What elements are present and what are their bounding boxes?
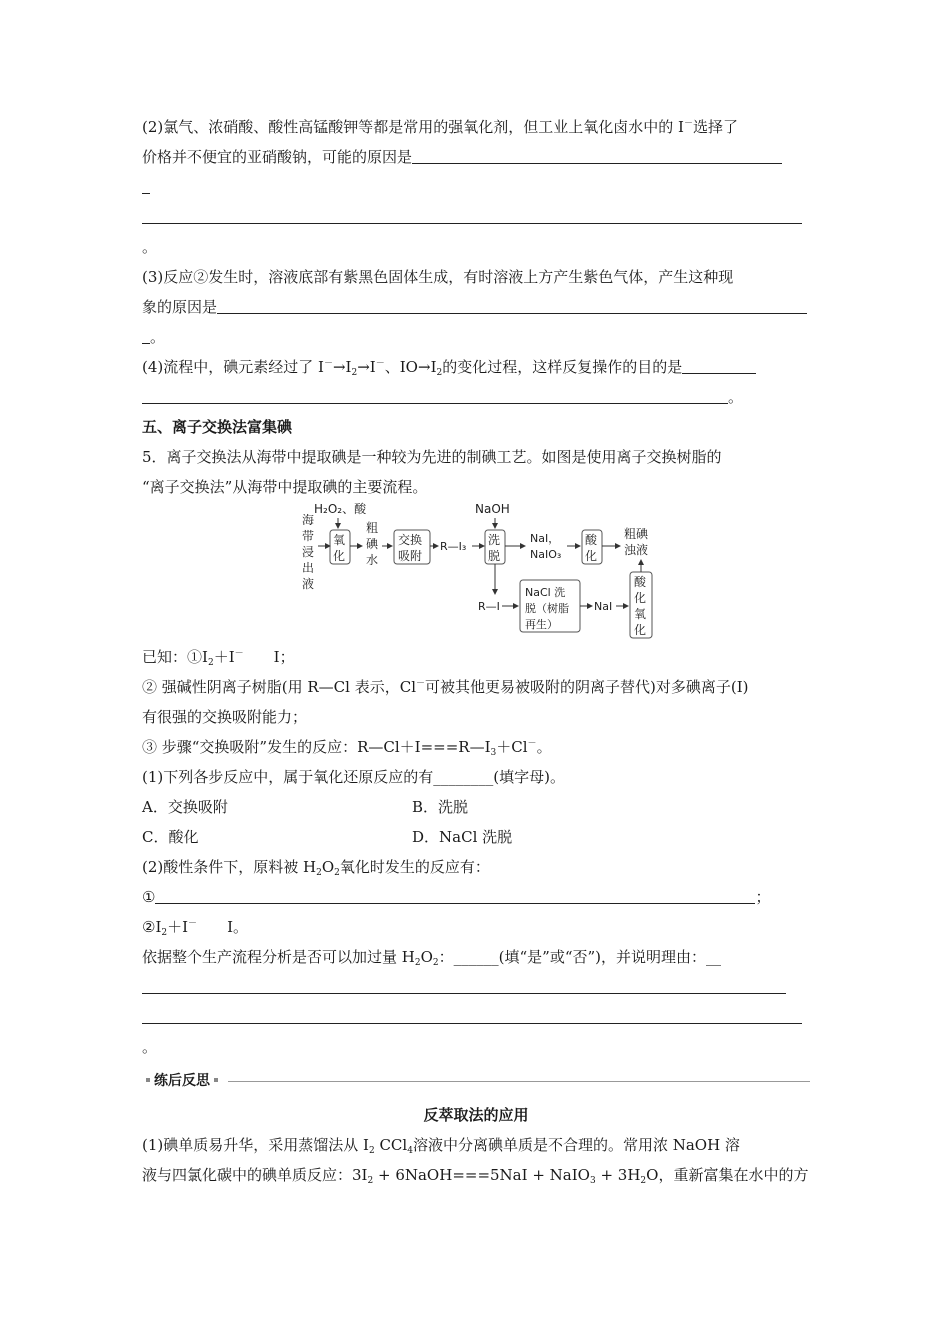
svg-text:化: 化 — [634, 591, 647, 605]
answer-blank[interactable] — [142, 1005, 802, 1024]
option-a[interactable]: A．交换吸附 — [142, 798, 228, 816]
q4-line2: 。 — [142, 382, 810, 412]
svg-text:氧: 氧 — [333, 533, 346, 547]
known-2-line2: 有很强的交换吸附能力； — [142, 708, 308, 726]
svg-text:交换: 交换 — [398, 533, 423, 547]
flow-reagent-naoh: NaOH — [475, 502, 510, 516]
svg-text:再生）: 再生） — [525, 618, 558, 631]
known-1: 已知：$①I_2+I^-$ I； — [142, 648, 295, 668]
svg-text:吸附: 吸附 — [398, 549, 423, 563]
q2-blank-line — [142, 172, 810, 202]
reflection-p2: 液与四氯化碳中的碘单质反应：$3I_2$ + 6NaOH===5NaI + NaIO$_3$ + $3H_2O$，重新富集在水中的方 — [142, 1166, 809, 1186]
reflection-title: 反萃取法的应用 — [423, 1106, 529, 1124]
flow-reagent-h2o2: H₂O₂、酸 — [314, 502, 367, 516]
q2-line1: (2)氯气、浓硝酸、酸性高锰酸钾等都是常用的强氧化剂，但工业上氧化卤水中的 I－选择了 — [142, 118, 738, 136]
sub2-item1: ① ； — [142, 882, 810, 912]
answer-blank[interactable] — [142, 385, 728, 404]
flow-source: 海 — [302, 513, 315, 527]
flow-crude-iodine: 粗碘 — [624, 527, 649, 541]
option-b[interactable]: B．洗脱 — [412, 798, 469, 816]
sub2-item2: $②I_2+I^-$ I。 — [142, 918, 248, 938]
option-c[interactable]: C．酸化 — [142, 828, 199, 846]
section-title: 五、离子交换法富集碘 — [142, 418, 293, 436]
svg-text:出: 出 — [302, 561, 315, 575]
reflection-p1: (1)碘单质易升华，采用蒸馏法从 $I_2$ CCl$_4$溶液中分离碘单质是不合理的。常用浓 NaOH 溶 — [142, 1136, 740, 1156]
svg-text:NaIO₃: NaIO₃ — [530, 548, 562, 561]
q5-line1: 5．离子交换法从海带中提取碘是一种较为先进的制碘工艺。如图是使用离子交换树脂的 — [142, 448, 722, 466]
sub1-options-row2 — [142, 822, 810, 852]
q5-line2: “离子交换法”从海带中提取碘的主要流程。 — [142, 478, 428, 496]
answer-blank[interactable] — [155, 885, 755, 904]
sub1-options-row1 — [142, 792, 810, 822]
answer-blank[interactable] — [142, 205, 802, 224]
option-d[interactable]: D．NaCl 洗脱 — [412, 828, 513, 846]
answer-blank[interactable] — [217, 295, 807, 314]
flow-crude-water: 粗 — [366, 521, 379, 535]
svg-text:化: 化 — [333, 549, 346, 563]
answer-blank[interactable] — [682, 355, 756, 374]
svg-text:带: 带 — [302, 529, 315, 543]
sub2-blank-line — [142, 972, 810, 1002]
q2-end: 。 — [142, 238, 158, 256]
q3-line1: (3)反应②发生时，溶液底部有紫黑色固体生成，有时溶液上方产生紫色气体，产生这种现 — [142, 268, 734, 286]
document-page — [142, 112, 810, 1190]
known-2-line1: ② 强碱性阴离子树脂(用 R—Cl 表示，Cl－可被其他更易被吸附的阴离子替代)对多碘离子(I) — [142, 678, 749, 696]
svg-text:氧: 氧 — [634, 607, 647, 621]
svg-text:洗: 洗 — [488, 533, 501, 547]
q3-line2: 象的原因是 — [142, 292, 810, 322]
sub2-blank-line — [142, 1002, 810, 1032]
process-flow-diagram — [142, 502, 810, 642]
svg-text:化: 化 — [634, 623, 647, 637]
bullet-square-icon — [146, 1078, 150, 1082]
answer-blank[interactable] — [142, 325, 150, 344]
known-3: ③ 步骤“交换吸附”发生的反应：$R—Cl+I===R—I_3+Cl^-$。 — [142, 738, 552, 758]
svg-text:化: 化 — [585, 549, 598, 563]
svg-text:酸: 酸 — [634, 575, 647, 589]
svg-text:酸: 酸 — [585, 533, 598, 547]
svg-text:液: 液 — [302, 577, 315, 591]
sub2-question: (2)酸性条件下，原料被 $H_2O_2$氧化时发生的反应有： — [142, 858, 490, 878]
svg-text:NaCl 洗: NaCl 洗 — [525, 586, 566, 599]
sub2-end: 。 — [142, 1038, 158, 1056]
svg-text:浸: 浸 — [302, 545, 315, 559]
flow-products: NaI， — [530, 532, 560, 545]
svg-text:脱: 脱 — [488, 549, 501, 563]
bullet-square-icon — [214, 1078, 218, 1082]
svg-text:浊液: 浊液 — [624, 543, 649, 557]
svg-text:水: 水 — [366, 553, 379, 567]
reflection-label: 练后反思 — [154, 1073, 210, 1089]
q3-line3: 。 — [142, 322, 810, 352]
flow-r-i3: R—I₃ — [440, 540, 467, 553]
q4-line1: (4)流程中，碘元素经过了 $I^-\to I_2\to I^-$、$IO\to I_2$的变化过程，这样反复操作的目的是 — [142, 352, 810, 382]
sub2-judge: 依据整个生产流程分析是否可以加过量 $H_2O_2$：______(填“是”或“否”)，并说明理由：__ — [142, 948, 722, 968]
flow-nai: NaI — [594, 600, 613, 613]
sub1-question: (1)下列各步反应中，属于氧化还原反应的有________(填字母)。 — [142, 768, 565, 786]
answer-blank[interactable] — [142, 175, 150, 194]
reflection-header — [142, 1066, 810, 1096]
flow-r-i: R—I — [478, 600, 500, 613]
answer-blank[interactable] — [142, 975, 786, 994]
q2-blank-line — [142, 202, 810, 232]
svg-text:脱（树脂: 脱（树脂 — [525, 602, 569, 615]
answer-blank[interactable] — [412, 145, 782, 164]
divider — [142, 1081, 810, 1082]
svg-text:碘: 碘 — [366, 537, 379, 551]
q2-line2: 价格并不便宜的亚硝酸钠，可能的原因是 — [142, 142, 810, 172]
